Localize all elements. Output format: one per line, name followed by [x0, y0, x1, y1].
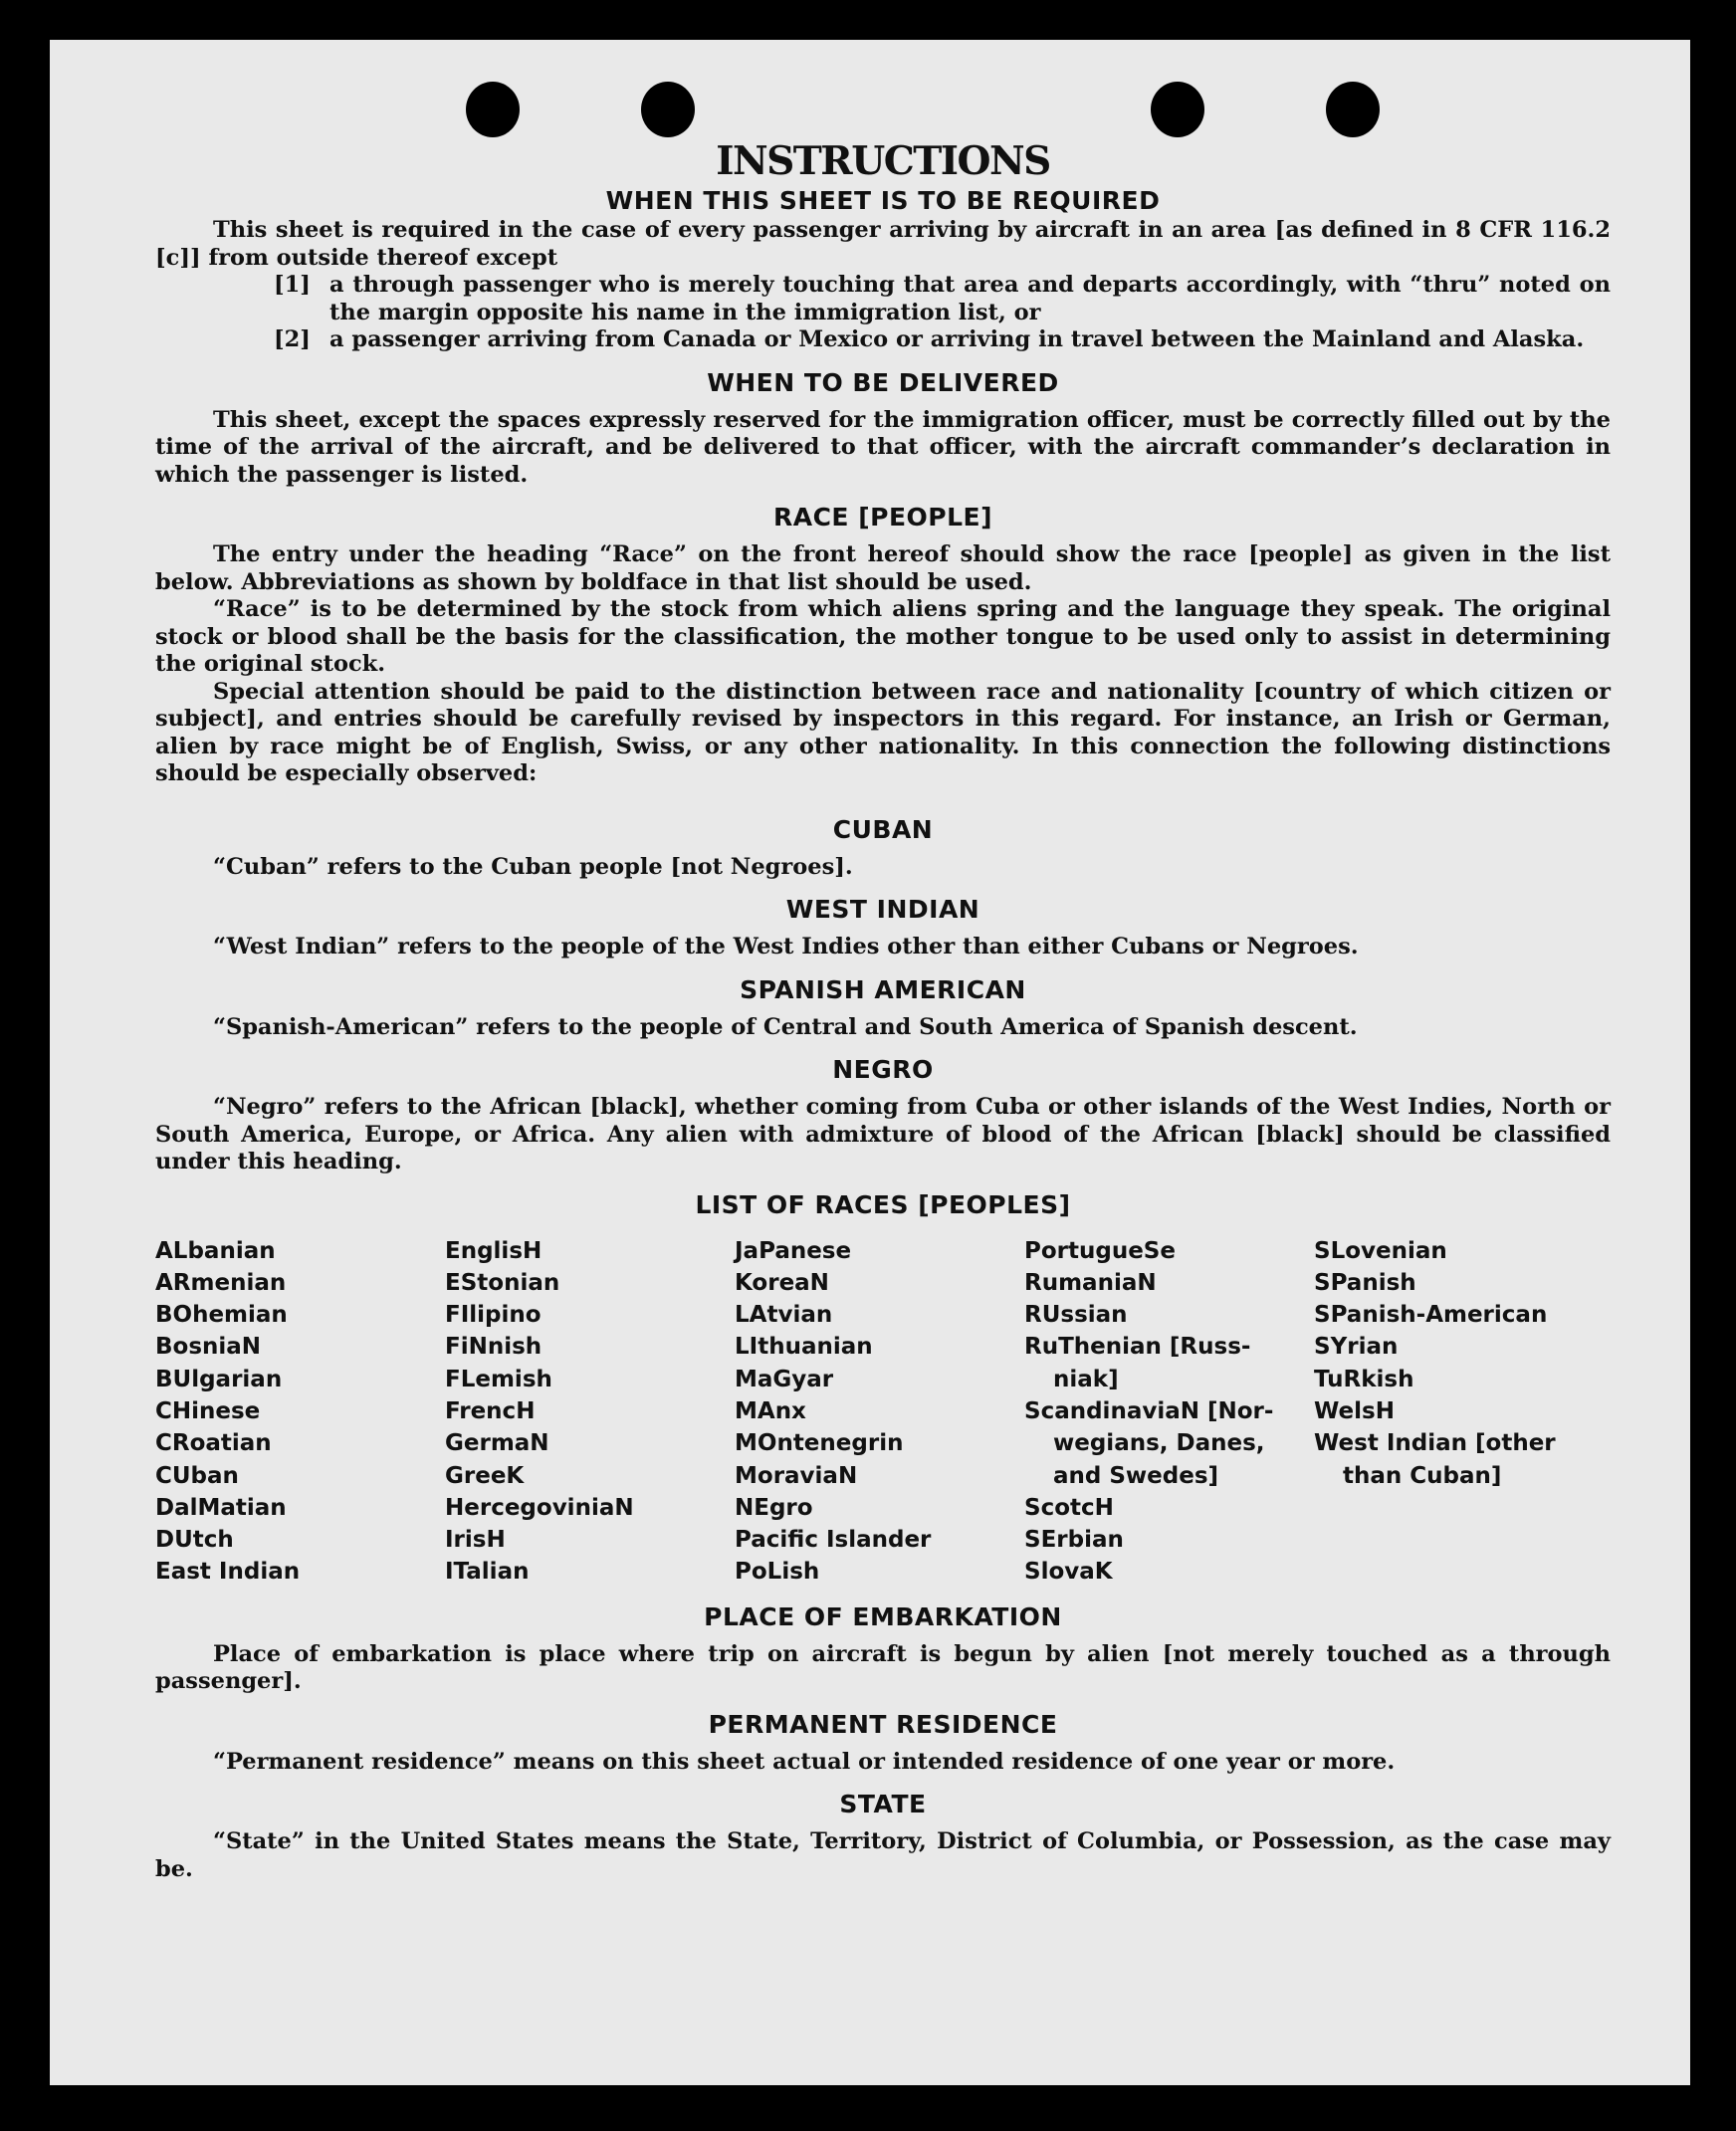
heading-permanent-residence: PERMANENT RESIDENCE [708, 1709, 1058, 1739]
race-entry: CHinese [155, 1397, 261, 1424]
race-entry: WelsH [1314, 1397, 1395, 1424]
race-column [1314, 1235, 1604, 1589]
race-entry: CRoatian [155, 1430, 272, 1457]
race-entry: JaPanese [735, 1237, 852, 1264]
race-entry: ScandinaviaN [Nor- [1024, 1397, 1274, 1424]
embarkation-text: Place of embarkation is place where trip on aircraft is begun by alien [not merely touched as a through passenger]. [155, 1640, 1611, 1695]
exception-item [274, 272, 1611, 326]
race-entry: Pacific Islander [735, 1527, 932, 1554]
race-entry: PoLish [735, 1559, 820, 1586]
race-entry: BosniaN [155, 1334, 262, 1361]
heading-state: STATE [839, 1790, 927, 1819]
race-entry: than Cuban] [1343, 1462, 1502, 1489]
race-entry: MaGyar [735, 1366, 834, 1392]
race-entry: PortugueSe [1024, 1237, 1176, 1264]
race-entry: RumaniaN [1024, 1269, 1157, 1296]
page-title: INSTRUCTIONS [716, 138, 1050, 184]
race-entry: SErbian [1024, 1527, 1124, 1554]
when-required-intro: This sheet is required in the case of every passenger arriving by aircraft in an area [as defined in 8 CFR 116.2 [c]] from outside thereof except [155, 217, 1611, 271]
race-column [445, 1235, 735, 1589]
punch-hole [466, 82, 520, 137]
race-entry: SPanish-American [1314, 1302, 1548, 1329]
west-indian-text: “West Indian” refers to the people of the West Indies other than either Cubans or Negroes. [213, 934, 1359, 959]
heading-when-required: WHEN THIS SHEET IS TO BE REQUIRED [605, 186, 1161, 215]
heading-race: RACE [PEOPLE] [772, 503, 993, 532]
race-entry: GermaN [445, 1430, 549, 1457]
negro-text: “Negro” refers to the African [black], whether coming from Cuba or other islands of the West Indies, North or South America, Europe, or Africa. Any alien with admixture of blood of the African [black] should be classified under this heading. [155, 1094, 1611, 1174]
exception-item [274, 326, 1611, 354]
exception-number: [2] [274, 326, 311, 352]
heading-embarkation: PLACE OF EMBARKATION [704, 1601, 1062, 1631]
race-entry: West Indian [other [1314, 1430, 1556, 1457]
race-entry: RUssian [1024, 1302, 1128, 1329]
race-entry: CUban [155, 1462, 239, 1489]
race-entry: SYrian [1314, 1334, 1399, 1361]
race-entry: ALbanian [155, 1237, 276, 1264]
race-list [155, 1235, 1611, 1589]
race-entry: LAtvian [735, 1302, 833, 1329]
race-entry: MOntenegrin [735, 1430, 904, 1457]
exception-number: [1] [274, 272, 311, 298]
race-entry: TuRkish [1314, 1366, 1414, 1392]
race-entry: and Swedes] [1053, 1462, 1219, 1489]
race-entry: MoraviaN [735, 1462, 858, 1489]
race-entry: niak] [1053, 1366, 1119, 1392]
heading-cuban: CUBAN [832, 814, 934, 844]
race-entry: LIthuanian [735, 1334, 873, 1361]
punch-hole [1326, 82, 1380, 137]
race-entry: NEgro [735, 1494, 813, 1521]
exception-text: a passenger arriving from Canada or Mexico or arriving in travel between the Mainland and Alaska. [329, 326, 1585, 352]
race-entry: wegians, Danes, [1053, 1430, 1265, 1457]
heading-west-indian: WEST INDIAN [785, 895, 980, 924]
race-entry: FrencH [445, 1397, 536, 1424]
race-entry: DUtch [155, 1527, 234, 1554]
spanish-american-text: “Spanish-American” refers to the people of Central and South America of Spanish descent. [213, 1013, 1358, 1040]
heading-negro: NEGRO [832, 1055, 934, 1084]
residence-text: “Permanent residence” means on this sheet actual or intended residence of one year or more. [213, 1748, 1396, 1775]
race-column [1024, 1235, 1314, 1589]
race-entry: ITalian [445, 1559, 530, 1586]
race-entry: ScotcH [1024, 1494, 1114, 1521]
punch-hole [1151, 82, 1204, 137]
race-entry: SPanish [1314, 1269, 1416, 1296]
race-entry: SlovaK [1024, 1559, 1113, 1586]
race-paragraph-1: The entry under the heading “Race” on the front hereof should show the race [people] as given in the list below. Abbreviations as shown by boldface in that list should be used. [155, 541, 1611, 595]
when-delivered-text: This sheet, except the spaces expressly reserved for the immigration officer, must be correctly filled out by the time of the arrival of the aircraft, and be delivered to that officer, with the aircraft commander’s declaration in which the passenger is listed. [155, 406, 1611, 488]
race-entry: SLovenian [1314, 1237, 1447, 1264]
race-entry: EnglisH [445, 1237, 542, 1264]
race-entry: BUlgarian [155, 1366, 283, 1392]
exception-text: a through passenger who is merely touching that area and departs accordingly, with “thru” noted on the margin opposite his name in the immigration list, or [329, 272, 1611, 325]
heading-when-delivered: WHEN TO BE DELIVERED [707, 367, 1059, 397]
race-entry: EStonian [445, 1269, 560, 1296]
race-entry: BOhemian [155, 1302, 288, 1329]
race-entry: FIlipino [445, 1302, 542, 1329]
race-entry: RuThenian [Russ- [1024, 1334, 1251, 1361]
state-text: “State” in the United States means the State, Territory, District of Columbia, or Possession, as the case may be. [155, 1828, 1611, 1882]
race-entry: KoreaN [735, 1269, 829, 1296]
race-entry: FiNnish [445, 1334, 542, 1361]
race-entry: IrisH [445, 1527, 506, 1554]
race-entry: FLemish [445, 1366, 552, 1392]
race-paragraph-3: Special attention should be paid to the distinction between race and nationality [country of which citizen or subject], and entries should be carefully revised by inspectors in this regard. For instance, an Irish or German, alien by race might be of English, Swiss, or any other nationality. In this connection the following distinctions should be especially observed: [155, 678, 1611, 786]
race-column [735, 1235, 1024, 1589]
race-entry: ARmenian [155, 1269, 287, 1296]
cuban-text: “Cuban” refers to the Cuban people [not Negroes]. [213, 853, 853, 880]
race-entry: GreeK [445, 1462, 525, 1489]
race-paragraph-2: “Race” is to be determined by the stock from which aliens spring and the language they speak. The original stock or blood shall be the basis for the classification, the mother tongue to be used only to assist in determining the original stock. [155, 596, 1611, 677]
race-entry: HercegoviniaN [445, 1494, 634, 1521]
document-page [50, 40, 1690, 2085]
race-entry: DalMatian [155, 1494, 287, 1521]
race-column [155, 1235, 445, 1589]
heading-list-of-races: LIST OF RACES [PEOPLES] [695, 1189, 1071, 1219]
heading-spanish-american: SPANISH AMERICAN [740, 974, 1026, 1004]
instructions-content [155, 137, 1611, 1883]
race-entry: East Indian [155, 1559, 301, 1586]
punch-hole [641, 82, 695, 137]
race-entry: MAnx [735, 1397, 806, 1424]
